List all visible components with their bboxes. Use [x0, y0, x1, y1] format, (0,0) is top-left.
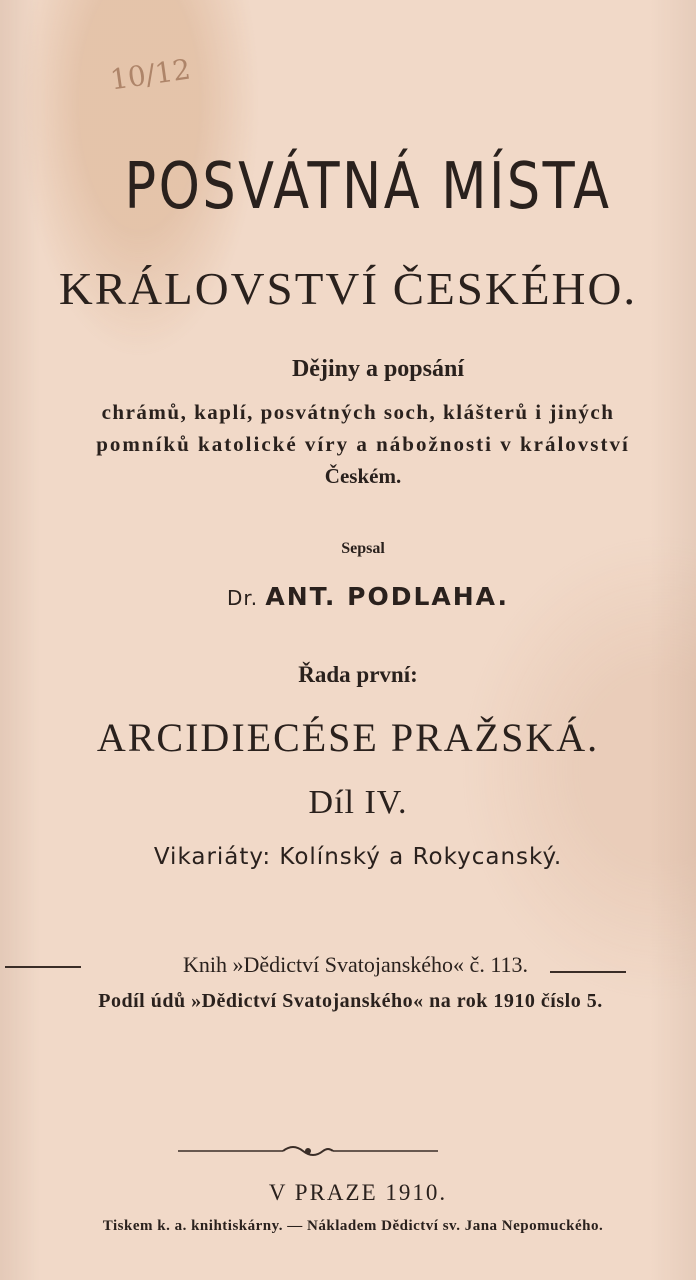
handwritten-shelfmark: 10/12 — [108, 52, 193, 97]
knih-line: Knih »Dědictví Svatojanského« č. 113. — [182, 952, 529, 977]
ornament-divider — [178, 1140, 438, 1162]
podil-line: Podíl údů »Dědictví Svatojanského« na rok 1910 číslo 5. — [98, 990, 603, 1012]
sepsal-label: Sepsal — [341, 540, 385, 557]
subtitle-line-1: Dějiny a popsání — [291, 356, 465, 382]
vicariates-line: Vikariáty: Kolínský a Rokycanský. — [153, 844, 563, 870]
title-line-2: KRÁLOVSTVÍ ČESKÉHO. — [58, 263, 638, 314]
place-year: V PRAZE 1910. — [268, 1180, 448, 1205]
subtitle-line-3: pomníků katolické víry a nábožnosti v království — [96, 432, 630, 456]
subtitle-line-4: Českém. — [324, 464, 402, 488]
title-line-1: POSVÁTNÁ MÍSTA — [124, 150, 612, 224]
author-prefix: Dr. — [227, 586, 259, 610]
subtitle-line-2: chrámů, kaplí, posvátných soch, klášterů i jiných — [101, 400, 615, 424]
rule-right — [550, 971, 626, 973]
archdiocese-heading: ARCIDIECÉSE PRAŽSKÁ. — [96, 715, 600, 760]
volume-heading: Díl IV. — [308, 784, 408, 821]
author-name: ANT. PODLAHA. — [265, 582, 509, 611]
series-label: Řada první: — [298, 662, 418, 687]
author-line — [40, 582, 696, 612]
printer-line: Tiskem k. a. knihtiskárny. — Nákladem Dědictví sv. Jana Nepomuckého. — [102, 1218, 604, 1234]
